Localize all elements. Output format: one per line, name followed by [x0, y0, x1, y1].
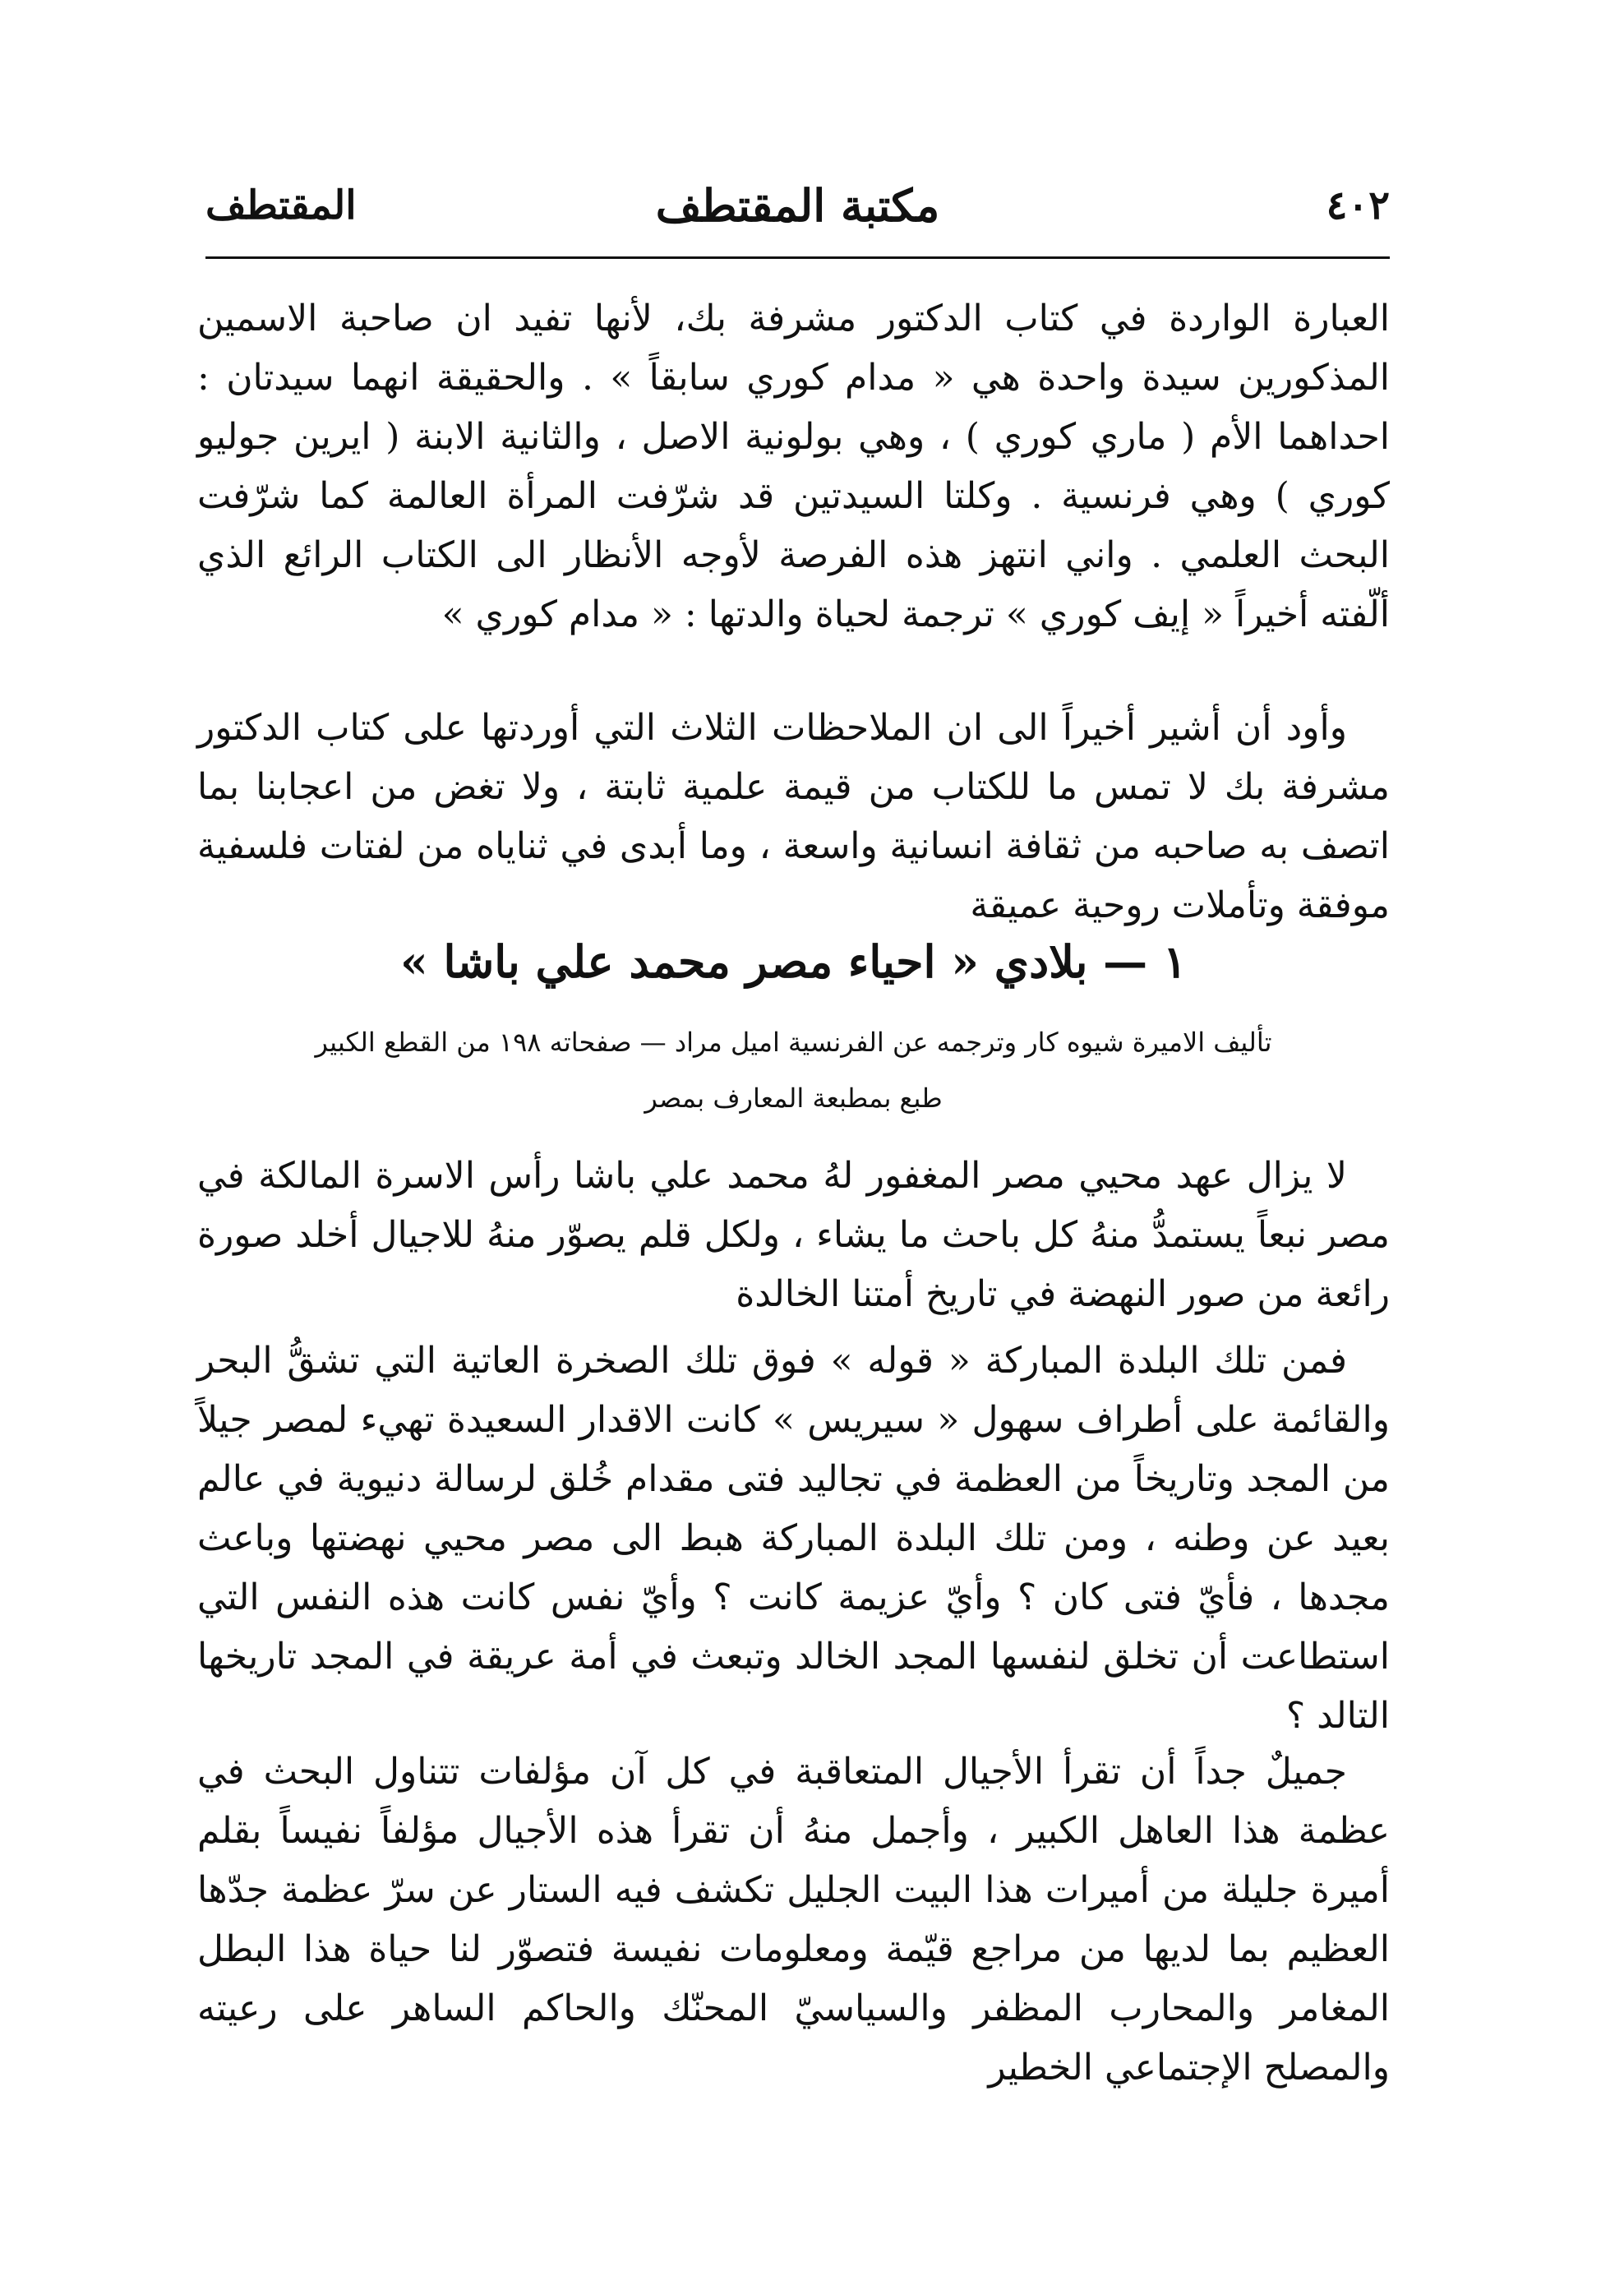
paragraph: فمن تلك البلدة المباركة « قوله » فوق تلك الصخرة العاتية التي تشقُّ البحر والقائمة على أطراف سهول « سيريس » كانت الاقدار السعيدة تهيء لمصر جيلاً من المجد وتاريخاً من العظمة في تجاليد فتى مقدام خُلق لرسالة دنيوية في عالم بعيد عن وطنه ، ومن تلك البلدة المباركة هبط الى مصر محيي نهضتها وباعث مجدها ، فأيّ فتى كان ؟ وأيّ عزيمة كانت ؟ وأيّ نفس كانت هذه النفس التي استطاعت أن تخلق لنفسها المجد الخالد وتبعث في أمة عريقة في المجد تاريخها التالد ؟ — [197, 1340, 1390, 1737]
header-divider — [205, 256, 1390, 259]
section-header: مكتبة المقتطف — [655, 179, 940, 232]
paragraph: لا يزال عهد محيي مصر المغفور لهُ محمد علي باشا رأس الاسرة المالكة في مصر نبعاً يستمدُّ منهُ كل باحث ما يشاء ، ولكل قلم يصوّر منهُ للاجيال أخلد صورة رائعة من صور النهضة في تاريخ أمتنا الخالدة — [197, 1155, 1390, 1315]
paragraph: العبارة الواردة في كتاب الدكتور مشرفة بك، لأنها تفيد ان صاحبة الاسمين المذكورين سيدة واحدة هي « مدام كوري سابقاً » . والحقيقة انهما سيدتان : احداهما الأم ( ماري كوري ) ، وهي بولونية الاصل ، والثانية الابنة ( ايرين جوليو كوري ) وهي فرنسية . وكلتا السيدتين قد شرّفت المرأة العالمة كما شرّفت البحث العلمي . واني انتهز هذه الفرصة لأوجه الأنظار الى الكتاب الرائع الذي ألّفته أخيراً « إيف كوري » ترجمة لحياة والدتها : « مدام كوري » — [197, 298, 1390, 635]
book-review-title: ١ — بلادي « احياء مصر محمد علي باشا » — [400, 935, 1187, 988]
paragraph-block-3 — [197, 1147, 1390, 1324]
paragraph-block-1 — [197, 289, 1390, 644]
paragraph: جميلٌ جداً أن تقرأ الأجيال المتعاقبة في كل آن مؤلفات تتناول البحث في عظمة هذا العاهل الكبير ، وأجمل منهُ أن تقرأ هذه الأجيال مؤلفاً نفيساً بقلم أميرة جليلة من أميرات هذا البيت الجليل تكشف فيه الستار عن سرّ عظمة جدّها العظيم بما لديها من مراجع قيّمة ومعلومات نفيسة فتصوّر لنا حياة هذا البطل المغامر والمحارب المظفر والسياسيّ المحنّك والحاكم الساهر على رعيته والمصلح الإجتماعي الخطير — [197, 1751, 1390, 2089]
book-printer-line: طبع بمطبعة المعارف بمصر — [644, 1082, 943, 1114]
paragraph-block-5 — [197, 1742, 1390, 2098]
paragraph-block-4 — [197, 1332, 1390, 1746]
paragraph: وأود أن أشير أخيراً الى ان الملاحظات الثلاث التي أوردتها على كتاب الدكتور مشرفة بك لا تمس ما للكتاب من قيمة علمية ثابتة ، ولا تغض من اعجابنا بما اتصف به صاحبه من ثقافة انسانية واسعة ، وما أبدى في ثناياه من لفتات فلسفية موفقة وتأملات روحية عميقة — [197, 707, 1390, 926]
running-header — [205, 168, 1390, 242]
book-imprint-details: تأليف الاميرة شيوه كار وترجمه عن الفرنسية اميل مراد — صفحاته ١٩٨ من القطع الكبير — [315, 1027, 1272, 1058]
page-number: ٤٠٢ — [1326, 182, 1390, 228]
paragraph-block-2 — [197, 699, 1390, 935]
journal-name: المقتطف — [205, 182, 357, 228]
